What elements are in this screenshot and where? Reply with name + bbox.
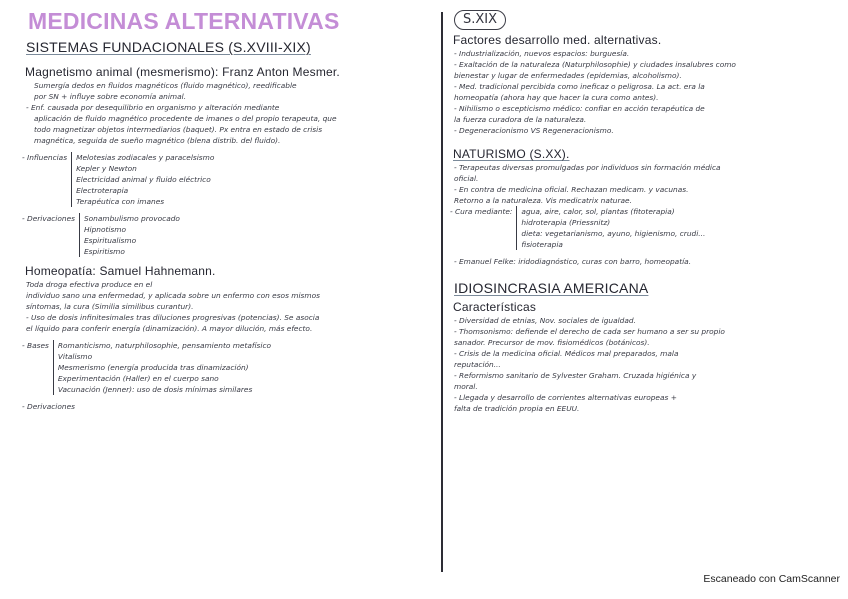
magnetismo-line-1: Sumergía dedos en fluidos magnéticos (fluido magnético), reedificable [34, 81, 297, 90]
cura-list [516, 206, 705, 250]
bases-item: Vitalismo [57, 352, 93, 361]
caracteristicas-line: sanador. Precursor de mov. fisiomédicos (botánicos). [454, 338, 650, 347]
caracteristicas-line: - Llegada y desarrollo de corrientes alternativas europeas + [454, 393, 677, 402]
right-column [450, 6, 840, 414]
factores-line: - Degeneracionismo VS Regeneracionismo. [454, 126, 614, 135]
caracteristicas-line: - Thomsonismo: defiende el derecho de cada ser humano a ser su propio [454, 327, 725, 336]
derivaciones-item: Espiritualismo [83, 236, 137, 245]
caracteristicas-line: falta de tradición propia en EEUU. [454, 404, 580, 413]
naturismo-felke-line: - Emanuel Felke: iridodiagnóstico, curas con barro, homeopatía. [454, 257, 692, 266]
homeopatia-line-3: síntomas, la cura (Similia similibus curantur). [26, 302, 194, 311]
influencias-item: Melotesias zodiacales y paracelsismo [76, 153, 215, 162]
cura-item: fisioterapia [521, 240, 563, 249]
sxix-label: S.XIX [454, 10, 506, 30]
spacer [450, 136, 840, 146]
bases-label: - Bases [22, 341, 49, 350]
caracteristicas-line: - Crisis de la medicina oficial. Médicos mal preparados, mala [454, 349, 679, 358]
naturismo-heading: NATURISMO (S.XX). [453, 147, 570, 161]
magnetismo-line-6: magnética, seguida de sueño magnético (blena distrib. del fluido). [34, 136, 281, 145]
derivaciones-item: Sonambulismo provocado [83, 214, 180, 223]
bases-item: Romanticismo, naturphilosophie, pensamiento metafísico [57, 341, 272, 350]
naturismo-line: Retorno a la naturaleza. Vis medicatrix naturae. [454, 196, 632, 205]
derivaciones-group [22, 213, 427, 257]
naturismo-line: - En contra de medicina oficial. Rechazan medicam. y vacunas. [454, 185, 689, 194]
factores-heading: Factores desarrollo med. alternativas. [453, 33, 662, 47]
column-divider [441, 12, 443, 572]
derivaciones-list [79, 213, 180, 257]
influencias-label: - Influencias [22, 153, 68, 162]
cura-label: - Cura mediante: [450, 207, 513, 216]
influencias-item: Terapéutica con imanes [76, 197, 165, 206]
derivaciones-item: Espiritismo [83, 247, 125, 256]
magnetismo-line-2: por SN + influye sobre economía animal. [34, 92, 187, 101]
caracteristicas-line: - Reformismo sanitario de Sylvester Graham. Cruzada higiénica y [454, 371, 697, 380]
derivaciones-label: - Derivaciones [22, 214, 75, 223]
factores-line: - Industrialización, nuevos espacios: burguesía. [454, 49, 630, 58]
influencias-item: Kepler y Newton [76, 164, 137, 173]
caracteristicas-line: reputación... [454, 360, 501, 369]
factores-line: homeopatía (ahora hay que hacer la cura como antes). [454, 93, 659, 102]
caracteristicas-line: moral. [454, 382, 478, 391]
homeopatia-line-1: Toda droga efectiva produce en el [26, 280, 153, 289]
influencias-list [71, 152, 214, 207]
page-title: MEDICINAS ALTERNATIVAS [28, 8, 340, 34]
magnetismo-line-4: aplicación de fluido magnético procedente de imanes o del propio terapeuta, que [34, 114, 337, 123]
homeopatia-derivaciones-label: - Derivaciones [22, 402, 75, 411]
factores-line: - Med. tradicional percibida como ineficaz o peligrosa. La act. era la [454, 82, 705, 91]
naturismo-line: - Terapeutas diversas promulgadas por individuos sin formación médica [454, 163, 721, 172]
homeopatia-heading: Homeopatía: Samuel Hahnemann. [25, 264, 216, 278]
bases-item: Mesmerismo (energía producida tras dinamización) [57, 363, 249, 372]
magnetismo-line-3: - Enf. causada por desequilibrio en organismo y alteración mediante [26, 103, 280, 112]
influencias-group [22, 152, 427, 207]
cura-item: hidroterapia (Priessnitz) [521, 218, 611, 227]
bases-group [22, 340, 427, 395]
camscanner-footer: Escaneado con CamScanner [703, 573, 840, 585]
influencias-item: Electricidad animal y fluido eléctrico [76, 175, 211, 184]
idiosincrasia-heading: IDIOSINCRASIA AMERICANA [454, 280, 649, 296]
section-title-sistemas: SISTEMAS FUNDACIONALES (S.XVIII-XIX) [26, 39, 311, 55]
derivaciones-item: Hipnotismo [83, 225, 126, 234]
cura-item: agua, aire, calor, sol, plantas (fitoterapia) [521, 207, 675, 216]
bases-item: Experimentación (Haller) en el cuerpo sano [57, 374, 219, 383]
factores-line: bienestar y lugar de enfermedades (epidemias, alcoholismo). [454, 71, 682, 80]
bases-item: Vacunación (Jenner): uso de dosis mínimas similares [57, 385, 253, 394]
factores-line: - Exaltación de la naturaleza (Naturphilosophie) y ciudades insalubres como [454, 60, 736, 69]
left-column [22, 6, 427, 412]
factores-line: la fuerza curadora de la naturaleza. [454, 115, 587, 124]
naturismo-line: oficial. [454, 174, 479, 183]
spacer [450, 267, 840, 277]
influencias-item: Electroterapia [76, 186, 129, 195]
cura-item: dieta: vegetarianismo, ayuno, higienismo, crudi... [521, 229, 706, 238]
caracteristicas-heading: Características [453, 300, 537, 314]
cura-group [450, 206, 840, 250]
bases-list [53, 340, 271, 395]
magnetismo-heading: Magnetismo animal (mesmerismo): Franz Anton Mesmer. [25, 65, 340, 79]
homeopatia-line-2: individuo sano una enfermedad, y aplicada sobre un enfermo con esos mismos [26, 291, 320, 300]
factores-line: - Nihilismo o escepticismo médico: confiar en acción terapéutica de [454, 104, 705, 113]
homeopatia-line-5: el líquido para conferir energía (dinamización). A mayor dilución, más efecto. [26, 324, 313, 333]
caracteristicas-line: - Diversidad de etnias, Nov. sociales de igualdad. [454, 316, 636, 325]
homeopatia-line-4: - Uso de dosis infinitesimales tras diluciones progresivas (potencias). Se asocia [26, 313, 320, 322]
magnetismo-line-5: todo magnetizar objetos intermediarios (baquet). Px entra en estado de crisis [34, 125, 323, 134]
